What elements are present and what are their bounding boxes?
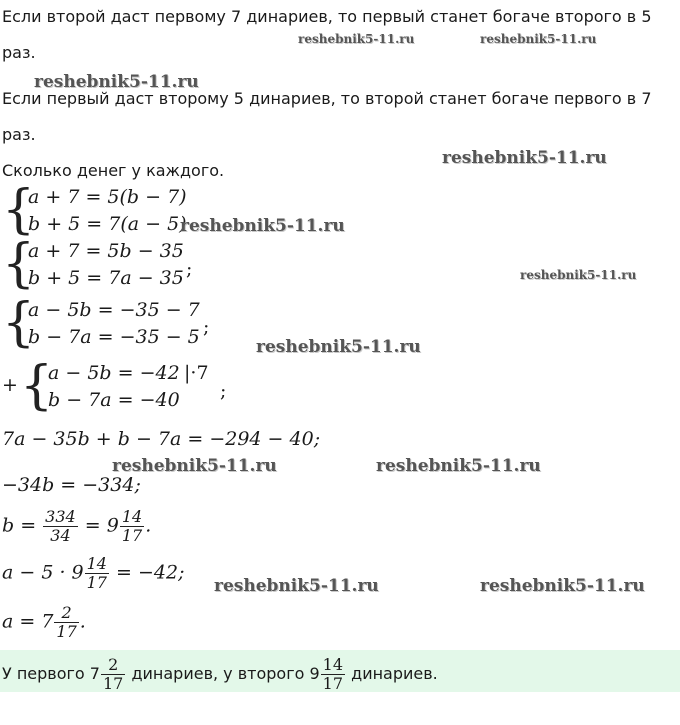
problem-line-1: Если второй даст первому 7 динариев, то первый станет богаче второго в 5: [2, 7, 652, 26]
step-4-denominator: 17: [86, 573, 107, 592]
watermark: reshebnik5-11.ru: [214, 576, 379, 596]
answer-fraction-1-denominator: 17: [102, 674, 124, 693]
system-4-eq-1: a − 5b = −42: [48, 362, 180, 384]
system-3-eq-1: a − 5b = −35 − 7: [28, 299, 200, 321]
semicolon-3: ;: [203, 316, 210, 338]
step-3-denominator: 34: [43, 526, 78, 545]
step-2: −34b = −334;: [2, 474, 141, 496]
step-4-numerator: 14: [86, 554, 107, 573]
step-4-right: = −42;: [116, 561, 185, 584]
step-5-fraction: [54, 604, 78, 641]
watermark: reshebnik5-11.ru: [180, 216, 345, 236]
system-2-eq-2: b + 5 = 7a − 35: [28, 267, 184, 289]
system-brace-4: {: [20, 356, 54, 416]
system-brace-1: {: [2, 180, 36, 240]
watermark: reshebnik5-11.ru: [442, 148, 607, 168]
answer-fraction-2-denominator: 17: [322, 674, 344, 693]
watermark: reshebnik5-11.ru: [480, 576, 645, 596]
step-4-left: a − 5 · 9: [2, 561, 84, 584]
problem-line-1-end: раз.: [2, 43, 36, 62]
step-3-fraction: [43, 508, 78, 545]
semicolon-2: ;: [186, 258, 193, 280]
step-4-fraction: [85, 555, 109, 592]
watermark: reshebnik5-11.ru: [112, 456, 277, 476]
answer-block: [0, 650, 680, 692]
answer-part-2: динариев, у второго 9: [131, 664, 320, 683]
step-1: 7a − 35b + b − 7a = −294 − 40;: [2, 428, 321, 450]
problem-line-2-end: раз.: [2, 125, 36, 144]
step-3-mixed-fraction: [120, 508, 144, 545]
step-5-denominator: 17: [56, 622, 77, 641]
answer-part-3: динариев.: [351, 664, 438, 683]
watermark: reshebnik5-11.ru: [520, 268, 637, 282]
problem-question: Сколько денег у каждого.: [2, 161, 225, 180]
answer-fraction-1-numerator: 2: [108, 655, 119, 674]
system-3-eq-2: b − 7a = −35 − 5: [28, 326, 200, 348]
system-brace-3: {: [2, 293, 36, 353]
step-3-mixed-numerator: 14: [121, 507, 143, 526]
answer-fraction-2: [321, 656, 345, 693]
watermark: reshebnik5-11.ru: [34, 72, 199, 92]
step-3-left: b =: [2, 514, 37, 537]
watermark: reshebnik5-11.ru: [256, 337, 421, 357]
system-2-eq-1: a + 7 = 5b − 35: [28, 240, 184, 262]
multiplier-note: |·7: [184, 362, 209, 384]
step-4: [2, 555, 185, 592]
answer-fraction-2-numerator: 14: [322, 655, 344, 674]
system-brace-2: {: [2, 234, 36, 294]
step-5: [2, 604, 86, 641]
step-5-left: a = 7: [2, 610, 54, 633]
step-3-mixed-denominator: 17: [121, 526, 143, 545]
watermark: reshebnik5-11.ru: [376, 456, 541, 476]
watermark: reshebnik5-11.ru: [298, 32, 415, 46]
system-1-eq-2: b + 5 = 7(a − 5): [28, 213, 187, 235]
semicolon-4: ;: [220, 380, 227, 402]
step-5-end: .: [79, 610, 86, 633]
system-1-eq-1: a + 7 = 5(b − 7): [28, 186, 187, 208]
system-4-eq-2: b − 7a = −40: [48, 389, 180, 411]
step-3-numerator: 334: [45, 507, 76, 526]
watermark: reshebnik5-11.ru: [480, 32, 597, 46]
problem-line-2: Если первый даст второму 5 динариев, то второй станет богаче первого в 7: [2, 89, 652, 108]
step-3-mid: = 9: [84, 514, 119, 537]
answer-fraction-1: [101, 656, 125, 693]
step-3: [2, 508, 151, 545]
plus-sign: +: [2, 374, 18, 396]
answer-text: [2, 656, 438, 693]
step-3-end: .: [145, 514, 152, 537]
answer-part-1: У первого 7: [2, 664, 100, 683]
step-5-numerator: 2: [61, 603, 72, 622]
